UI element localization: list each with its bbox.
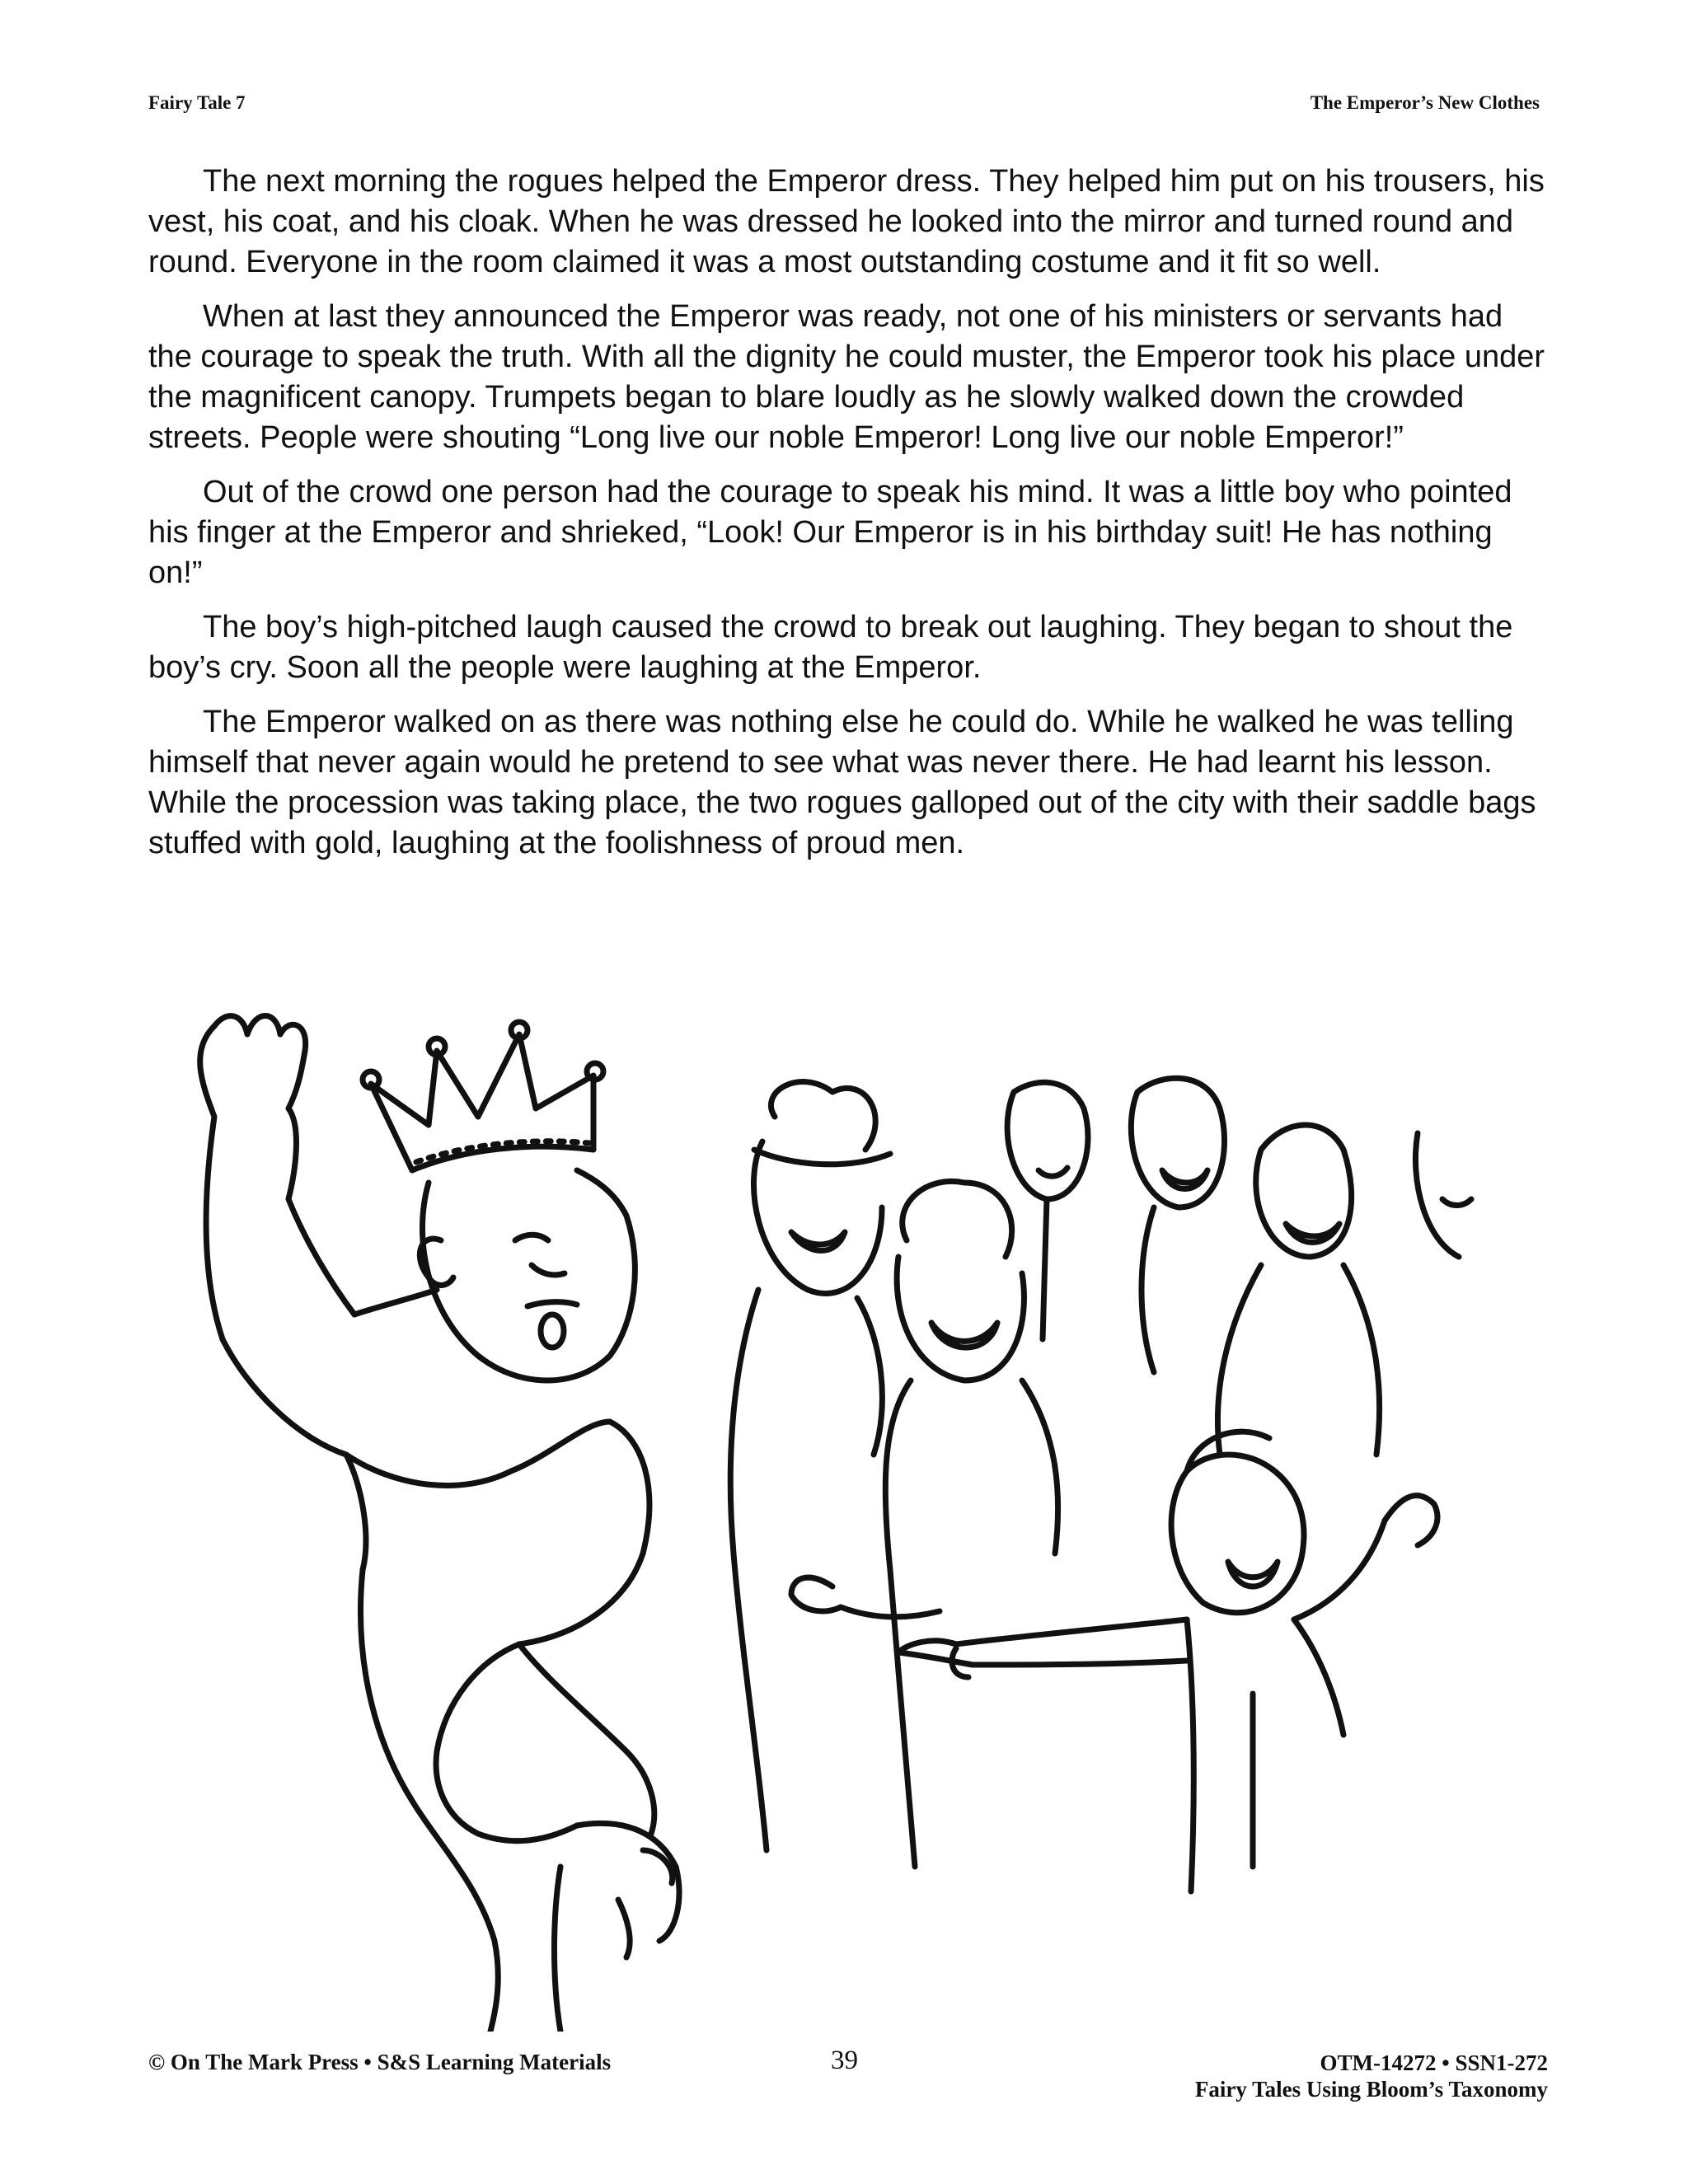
crowd-arm-figure: [791, 1577, 940, 1617]
crowd-laughing-man-figure: [885, 1181, 1057, 1867]
footer-copyright: © On The Mark Press • S&S Learning Materials: [148, 2050, 612, 2074]
story-paragraph-3: Out of the crowd one person had the courage to speak his mind. It was a little boy who pointed his finger at the Emperor and shrieked, “Look! Our Emperor is in his birthday suit! He has nothing on!”: [148, 475, 1512, 590]
pointing-boy-figure: [898, 1432, 1437, 1891]
header-right-title: The Emperor’s New Clothes: [1310, 92, 1540, 113]
emperor-figure: [200, 1016, 679, 2032]
story-paragraph-2: When at last they announced the Emperor was ready, not one of his ministers or servants had the courage to speak the truth. With all the dignity he could muster, the Emperor took his place under the magnificent canopy. Trumpets began to blare loudly as he slowly walked down the crowded streets. People were shouting “Long live our noble Emperor! Long live our noble Emperor!”: [148, 299, 1545, 455]
crown-icon: [363, 1022, 603, 1170]
footer-book-info: [1195, 2050, 1548, 2102]
story-text: [148, 162, 1550, 878]
emperor-illustration: [165, 993, 1484, 2032]
header-left-label: Fairy Tale 7: [148, 92, 246, 113]
story-paragraph-5: The Emperor walked on as there was nothing else he could do. While he walked he was telling himself that never again would he pretend to see what was never there. He had learnt his lesson. While the procession was taking place, the two rogues galloped out of the city with their saddle bags stuffed with gold, laughing at the foolishness of proud men.: [148, 705, 1536, 860]
crowd-woman-figure: [730, 1082, 890, 1850]
footer-book-title: Fairy Tales Using Bloom’s Taxonomy: [1194, 2077, 1548, 2102]
crowd-background-figures: [1007, 1078, 1471, 1455]
page-number: 39: [831, 2046, 858, 2075]
footer-product-code: OTM-14272 • SSN1-272: [1320, 2050, 1548, 2075]
story-paragraph-1: The next morning the rogues helped the Emperor dress. They helped him put on his trousers, his vest, his coat, and his cloak. When he was dressed he looked into the mirror and turned round and round. Everyone in the room claimed it was a most outstanding costume and it fit so well.: [148, 164, 1545, 279]
story-paragraph-4: The boy’s high-pitched laugh caused the crowd to break out laughing. They began to shout the boy’s cry. Soon all the people were laughing at the Emperor.: [148, 610, 1513, 685]
